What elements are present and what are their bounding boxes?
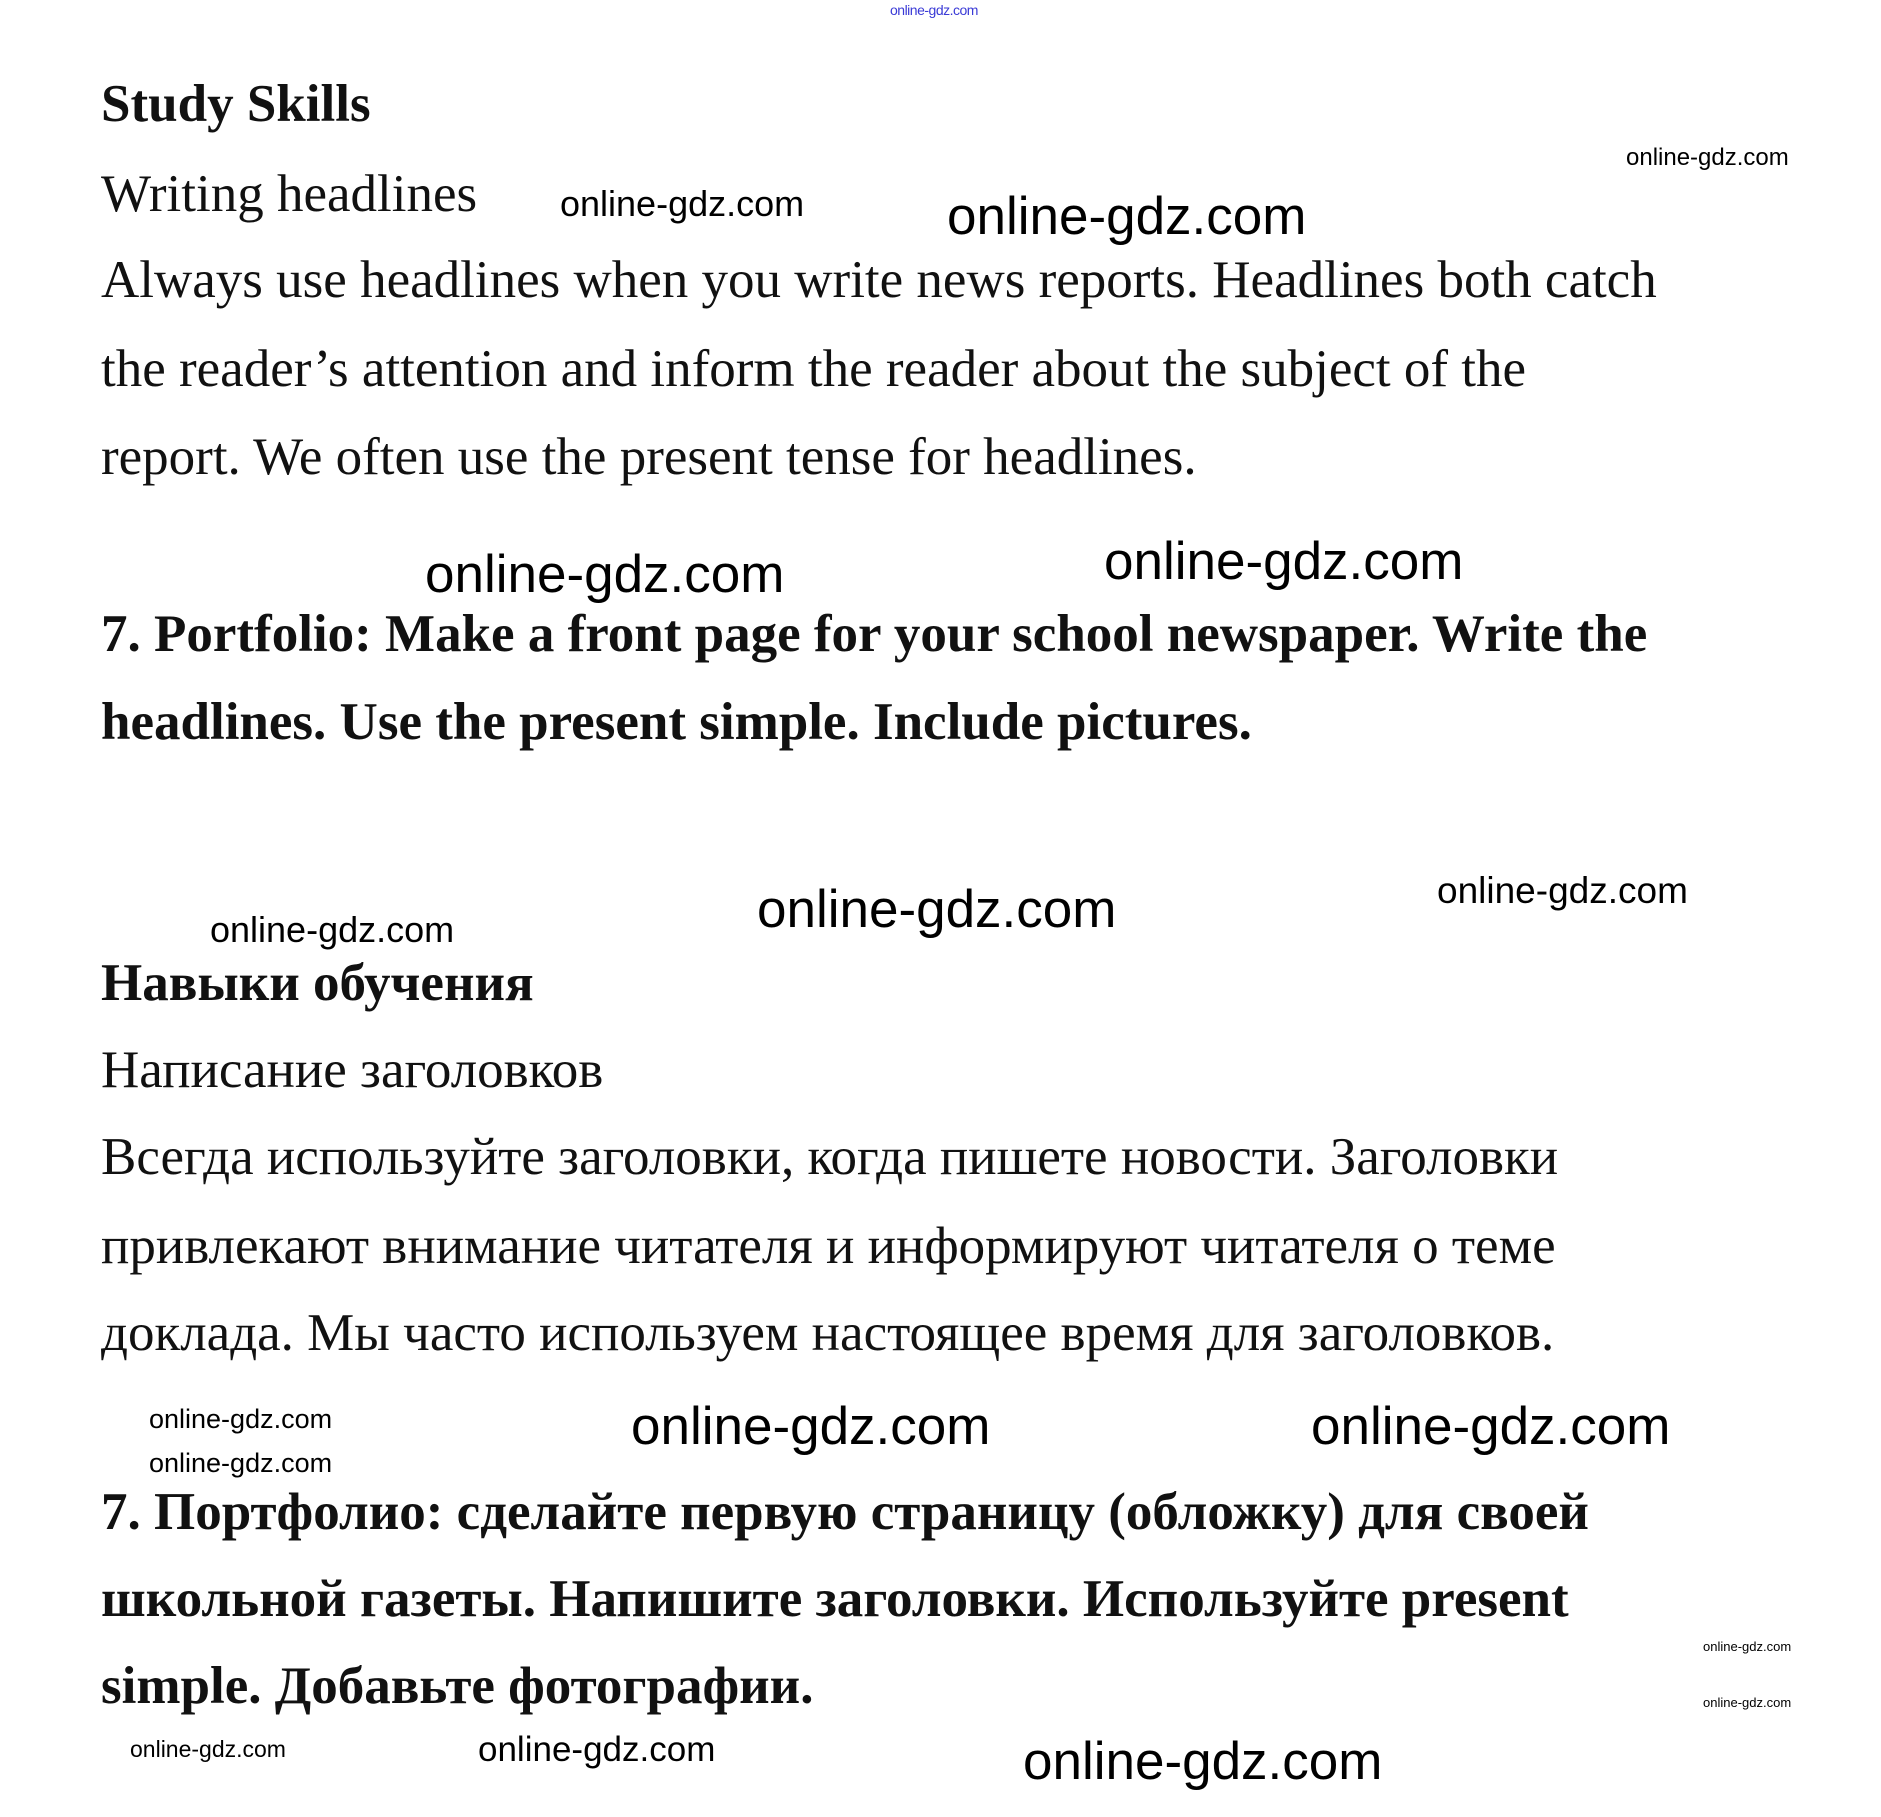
paragraph-line: report. We often use the present tense for headlines. — [101, 428, 1197, 486]
watermark: online-gdz.com — [1703, 1695, 1792, 1710]
task-line-ru: 7. Портфолио: сделайте первую страницу (обложку) для своей — [101, 1483, 1589, 1541]
task-line-ru: школьной газеты. Напишите заголовки. Используйте present — [101, 1570, 1569, 1628]
section-heading: Study Skills — [101, 75, 371, 133]
watermark: online-gdz.com — [130, 1736, 286, 1762]
task-line-ru: simple. Добавьте фотографии. — [101, 1657, 814, 1715]
task-line: headlines. Use the present simple. Include pictures. — [101, 693, 1252, 751]
watermark: online-gdz.com — [757, 880, 1117, 939]
watermark: online-gdz.com — [947, 187, 1307, 246]
paragraph-line-ru: доклада. Мы часто используем настоящее время для заголовков. — [101, 1304, 1555, 1362]
section-heading-ru: Навыки обучения — [101, 954, 534, 1012]
paragraph-line: Always use headlines when you write news reports. Headlines both catch — [101, 251, 1657, 309]
watermark: online-gdz.com — [1023, 1732, 1383, 1791]
paragraph-line: the reader’s attention and inform the reader about the subject of the — [101, 340, 1527, 398]
watermark: online-gdz.com — [890, 2, 978, 18]
watermark: online-gdz.com — [149, 1404, 333, 1434]
paragraph-line-ru: Всегда используйте заголовки, когда пишете новости. Заголовки — [101, 1128, 1559, 1186]
paragraph-line-ru: привлекают внимание читателя и информируют читателя о теме — [101, 1217, 1556, 1275]
watermark: online-gdz.com — [425, 545, 785, 604]
watermark: online-gdz.com — [631, 1397, 991, 1456]
watermark: online-gdz.com — [210, 909, 455, 950]
subheading: Writing headlines — [101, 165, 478, 223]
watermark: online-gdz.com — [149, 1448, 333, 1478]
watermark: online-gdz.com — [1104, 532, 1464, 591]
watermark: online-gdz.com — [1311, 1397, 1671, 1456]
watermark: online-gdz.com — [1626, 144, 1789, 171]
watermark: online-gdz.com — [1437, 870, 1688, 911]
watermark: online-gdz.com — [560, 183, 805, 224]
task-line: 7. Portfolio: Make a front page for your school newspaper. Write the — [101, 605, 1648, 663]
watermark: online-gdz.com — [478, 1730, 716, 1769]
subheading-ru: Написание заголовков — [101, 1041, 604, 1099]
watermark: online-gdz.com — [1703, 1639, 1792, 1654]
